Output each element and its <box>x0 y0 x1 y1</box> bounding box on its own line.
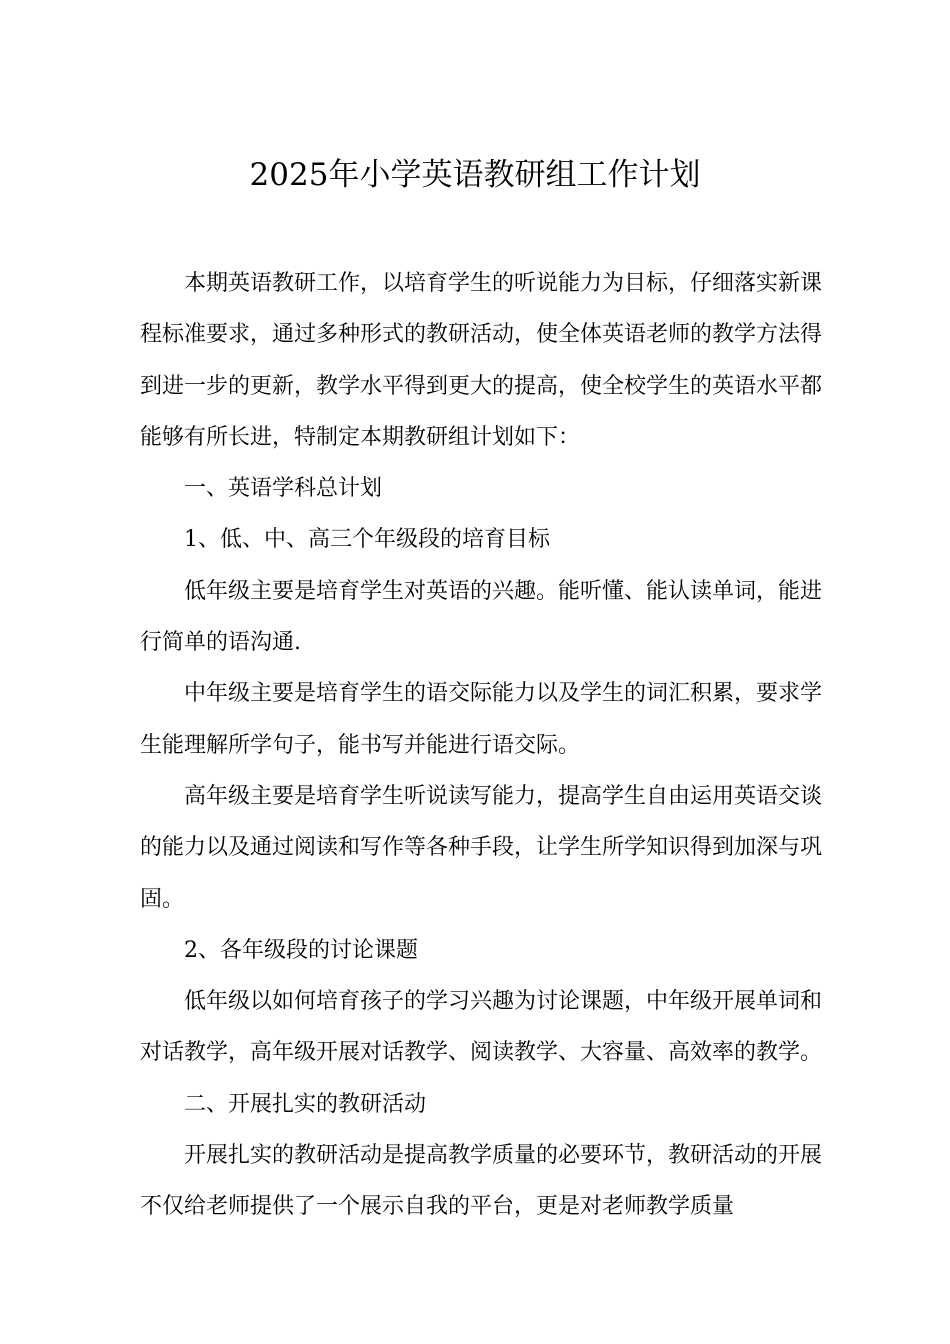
heading-section-1: 一、英语学科总计划 <box>184 476 383 502</box>
document-title: 2025年小学英语教研组工作计划 <box>249 157 701 193</box>
paragraph-research-activities: 开展扎实的教研活动是提高教学质量的必要环节，教研活动的开展不仅给老师提供了一个展示自我的平台，更是对老师教学质量 <box>140 1143 823 1220</box>
document-body <box>140 258 822 1233</box>
paragraph-intro: 本期英语教研工作，以培育学生的听说能力为目标，仔细落实新课程标准要求，通过多种形式的教研活动，使全体英语老师的教学方法得到进一步的更新，教学水平得到更大的提高，使全校学生的英语水平都能够有所长进，特制定本期教研组计划如下： <box>140 271 823 450</box>
paragraph-mid-grade: 中年级主要是培育学生的语交际能力以及学生的词汇积累，要求学生能理解所学句子，能书写并能进行语交际。 <box>140 681 823 758</box>
heading-subsection-1: 1、低、中、高三个年级段的培育目标 <box>184 527 550 553</box>
paragraph-high-grade: 高年级主要是培育学生听说读写能力，提高学生自由运用英语交谈的能力以及通过阅读和写作等各种手段，让学生所学知识得到加深与巩固。 <box>140 783 823 912</box>
heading-subsection-2: 2、各年级段的讨论课题 <box>184 937 418 963</box>
paragraph-research-topics: 低年级以如何培育孩子的学习兴趣为讨论课题，中年级开展单词和对话教学，高年级开展对话教学、阅读教学、大容量、高效率的教学。 <box>140 989 823 1066</box>
paragraph-low-grade: 低年级主要是培育学生对英语的兴趣。能听懂、能认读单词，能进行简单的语沟通. <box>140 578 823 656</box>
heading-section-2: 二、开展扎实的教研活动 <box>184 1091 427 1117</box>
